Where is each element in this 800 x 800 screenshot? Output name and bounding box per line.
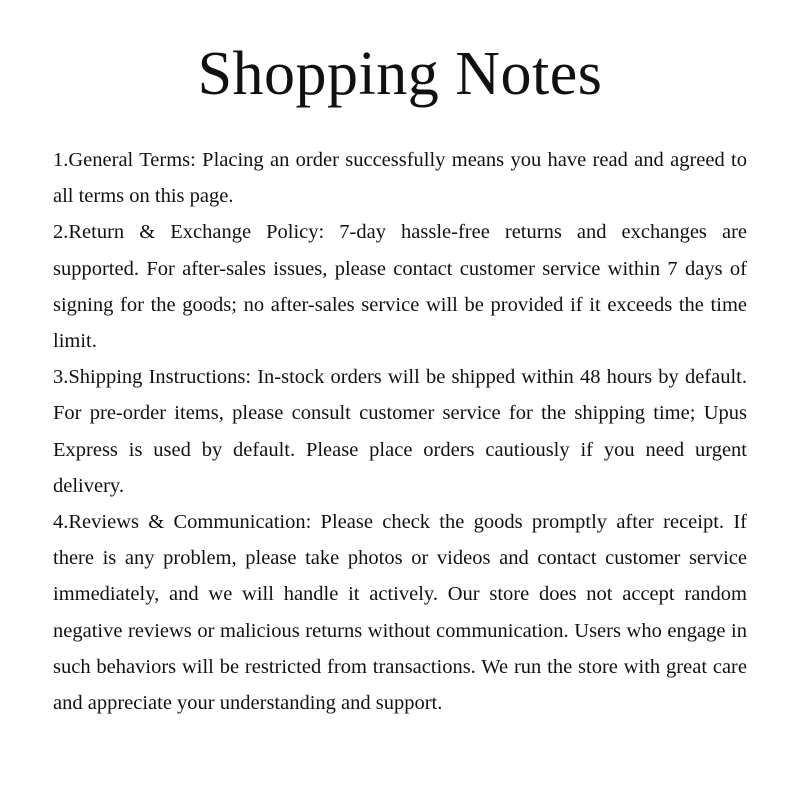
note-shipping-instructions: 3.Shipping Instructions: In-stock orders will be shipped within 48 hours by default. For pre-order items, please consult customer service for the shipping time; Upus Express is used by default. Please place orders cautiously if you need urgent delivery. [53,366,747,497]
note-general-terms: 1.General Terms: Placing an order successfully means you have read and agreed to all terms on this page. [53,149,747,208]
notes-list [53,142,747,721]
note-reviews-communication: 4.Reviews & Communication: Please check the goods promptly after receipt. If there is any problem, please take photos or videos and contact customer service immediately, and we will handle it actively. Our store does not accept random negative reviews or malicious returns without communication. Users who engage in such behaviors will be restricted from transactions. We run the store with great care and appreciate your understanding and support. [53,511,747,715]
page-title: Shopping Notes [197,40,603,108]
note-return-exchange-policy: 2.Return & Exchange Policy: 7-day hassle-free returns and exchanges are supported. For after-sales issues, please contact customer service within 7 days of signing for the goods; no after-sales service will be provided if it exceeds the time limit. [53,221,747,353]
